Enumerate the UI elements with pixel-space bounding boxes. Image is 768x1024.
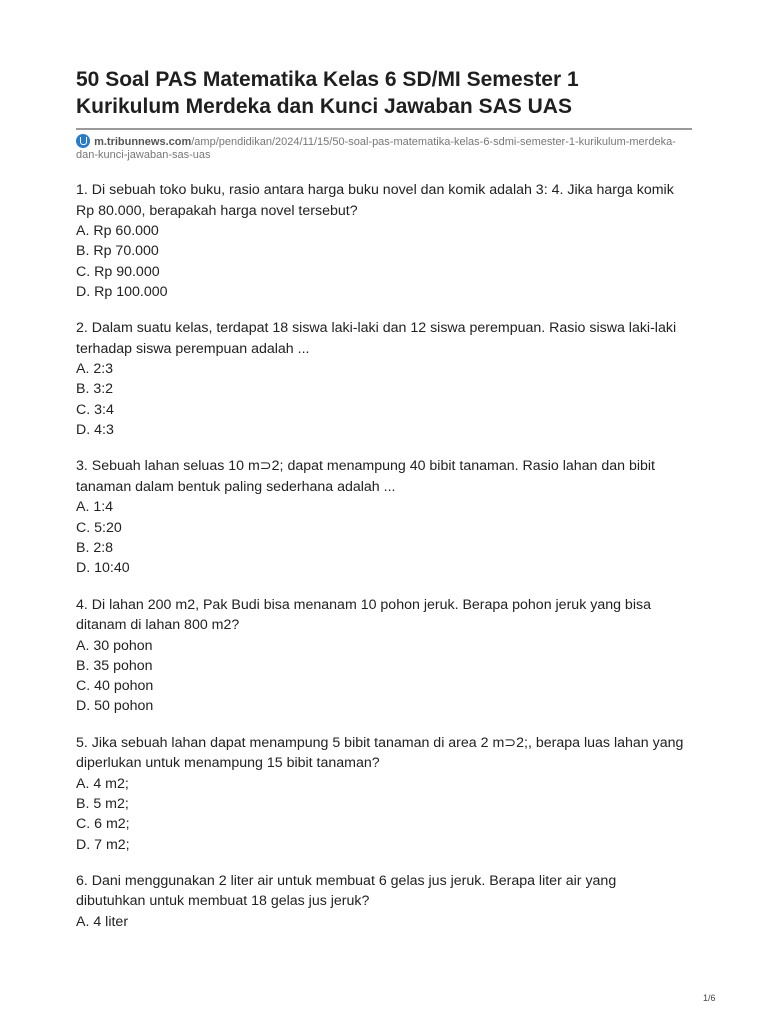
- document-page: [76, 66, 696, 948]
- option-item: B. 3:2: [76, 381, 114, 398]
- option-item: D. 7 m2;: [76, 836, 130, 853]
- option-item: C. Rp 90.000: [76, 263, 160, 280]
- document-title: 50 Soal PAS Matematika Kelas 6 SD/MI Semester 1 Kurikulum Merdeka dan Kunci Jawaban SAS UAS: [76, 68, 579, 118]
- tribunnews-logo-icon: [76, 134, 90, 148]
- source-domain[interactable]: m.tribunnews.com: [94, 136, 192, 148]
- option-item: A. 2:3: [76, 361, 114, 378]
- question-text: 3. Sebuah lahan seluas 10 m⊃2; dapat menampung 40 bibit tanaman. Rasio lahan dan bibit tanaman dalam bentuk paling sederhana adalah ...: [76, 458, 655, 495]
- option-item: B. 35 pohon: [76, 657, 153, 674]
- option-item: A. Rp 60.000: [76, 223, 159, 239]
- option-item: C. 5:20: [76, 519, 122, 536]
- option-item: D. 10:40: [76, 560, 130, 577]
- question-6: [76, 871, 696, 932]
- option-list: [76, 221, 696, 302]
- page-number: 1/6: [703, 993, 716, 1003]
- question-text: 1. Di sebuah toko buku, rasio antara harga buku novel dan komik adalah 3: 4. Jika harga komik Rp 80.000, berapakah harga novel tersebut?: [76, 182, 674, 219]
- question-text: 5. Jika sebuah lahan dapat menampung 5 bibit tanaman di area 2 m⊃2;, berapa luas lahan yang diperlukan untuk menampung 15 bibit tanaman?: [76, 734, 684, 772]
- question-text: 4. Di lahan 200 m2, Pak Budi bisa menanam 10 pohon jeruk. Berapa pohon jeruk yang bisa ditanam di lahan 800 m2?: [76, 596, 651, 634]
- option-item: A. 1:4: [76, 499, 114, 516]
- option-item: B. 5 m2;: [76, 796, 129, 813]
- option-item: C. 3:4: [76, 401, 114, 418]
- option-item: B. Rp 70.000: [76, 243, 159, 260]
- question-5: [76, 733, 696, 855]
- option-item: D. 4:3: [76, 422, 114, 439]
- option-list: [76, 912, 696, 932]
- option-item: A. 4 liter: [76, 913, 129, 930]
- option-item: C. 40 pohon: [76, 678, 154, 695]
- question-text: 6. Dani menggunakan 2 liter air untuk membuat 6 gelas jus jeruk. Berapa liter air yang dibutuhkan untuk membuat 18 gelas jus jeruk?: [76, 872, 617, 910]
- option-item: B. 2:8: [76, 539, 114, 556]
- option-item: D. Rp 100.000: [76, 283, 168, 300]
- question-text: 2. Dalam suatu kelas, terdapat 18 siswa laki-laki dan 12 siswa perempuan. Rasio siswa laki-laki terhadap siswa perempuan adalah ...: [76, 320, 677, 357]
- question-2: [76, 318, 696, 440]
- option-item: A. 4 m2;: [76, 775, 129, 792]
- title-divider: [76, 128, 692, 130]
- option-item: C. 6 m2;: [76, 816, 130, 833]
- question-list: [76, 180, 696, 932]
- question-4: [76, 595, 696, 717]
- option-list: [76, 636, 696, 717]
- source-line: [76, 134, 676, 162]
- option-list: [76, 774, 696, 855]
- question-1: [76, 180, 696, 302]
- option-list: [76, 359, 696, 440]
- option-item: D. 50 pohon: [76, 698, 154, 715]
- option-list: [76, 497, 696, 578]
- question-3: [76, 456, 696, 578]
- option-item: A. 30 pohon: [76, 637, 153, 654]
- source-path[interactable]: /amp/pendidikan/2024/11/15/50-soal-pas-matematika-kelas-6-sdmi-semester-1-kurikulum-merdeka-dan-kunci-jawaban-sas-uas: [76, 136, 676, 161]
